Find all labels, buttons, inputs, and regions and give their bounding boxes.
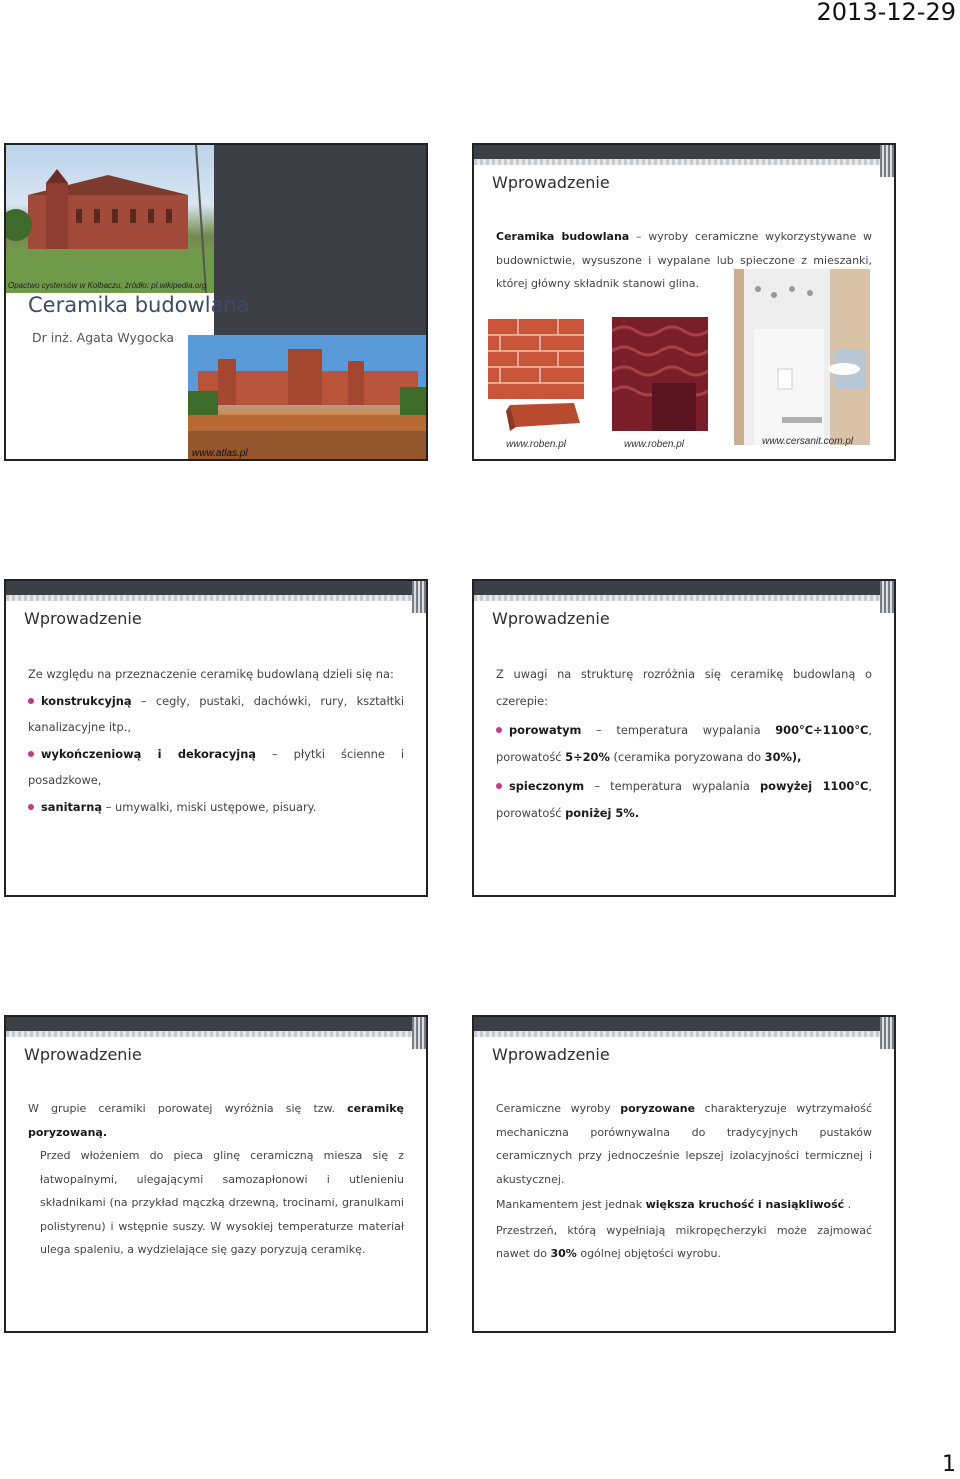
photo2-caption: www.atlas.pl (192, 448, 248, 459)
slide-by-purpose (4, 579, 428, 897)
brick-image (488, 319, 584, 433)
bathroom-image (734, 269, 870, 445)
list-item: wykończeniową i dekoracyjną – płytki ścienne i posadzkowe, (28, 746, 404, 787)
bullet-icon (28, 751, 34, 757)
slide-title: Wprowadzenie (492, 609, 610, 628)
slide-introduction-definition (472, 143, 896, 461)
author: Dr inż. Agata Wygocka (32, 330, 174, 345)
list-item: konstrukcyjną – cegły, pustaki, dachówki, rury, kształtki kanalizacyjne itp., (28, 693, 404, 734)
paragraph: Ceramiczne wyroby poryzowane charakteryzuje wytrzymałość mechaniczna porównywalna do tradycyjnych pustaków ceramicznych przy jednocześnie lepszej izolacyjności termicznej i akustycznej. (496, 1102, 873, 1186)
paragraph: W grupie ceramiki porowatej wyróżnia się tzw. ceramikę poryzowaną. (28, 1102, 404, 1139)
paragraph: Przestrzeń, którą wypełniają mikropęcherzyki może zajmować nawet do 30% ogólnej objętości wyrobu. (496, 1223, 872, 1260)
photo1-caption: Opactwo cystersów w Kolbaczu, źródło: pl.wikipedia.org (8, 281, 207, 290)
bullet-icon (496, 727, 502, 733)
paragraph: Mankamentem jest jednak większa kruchość i nasiąkliwość . (496, 1198, 852, 1211)
bullet-icon (28, 804, 34, 810)
presentation-title: Ceramika budowlana (28, 293, 250, 317)
bullet-icon (496, 783, 502, 789)
bullet-icon (28, 698, 34, 704)
intro-text: Ze względu na przeznaczenie ceramikę budowlaną dzieli się na: (28, 667, 394, 681)
intro-text: Z uwagi na strukturę rozróżnia się ceramikę budowlaną o czerepie: (496, 667, 872, 708)
slide-title: Wprowadzenie (492, 1045, 610, 1064)
caption-brick: www.roben.pl (506, 439, 567, 450)
definition: Ceramika budowlana – wyroby ceramiczne wykorzystywane w budownictwie, wysuszone i wypalane lub spieczone z mieszanki, której główny składnik stanowi glina. (496, 230, 872, 290)
paragraph: Przed włożeniem do pieca glinę ceramiczną miesza się z łatwopalnymi, ulegającymi samozapłonowi i utlenieniu składnikami (na przykład mączką drzewną, trocinami, granulkami polistyrenu) i wstępnie suszy. W wysokiej temperaturze materiał ulega spaleniu, a wydzielające się gazy poryzują ceramikę. (40, 1149, 404, 1256)
slide-porous-ceramics (4, 1015, 428, 1333)
list-item: spieczonym – temperatura wypalania powyżej 1100°C, porowatość poniżej 5%. (496, 779, 872, 820)
list-item: sanitarną – umywalki, miski ustępowe, pisuary. (28, 794, 404, 821)
caption-tile: www.roben.pl (624, 439, 685, 450)
abbey-photo (6, 145, 214, 293)
castle-photo (188, 335, 428, 461)
slide-by-structure (472, 579, 896, 897)
slide-title: Wprowadzenie (24, 1045, 142, 1064)
slide-porous-properties (472, 1015, 896, 1333)
slide-title-page (4, 143, 428, 461)
list-item: porowatym – temperatura wypalania 900°C÷1100°C, porowatość 5÷20% (ceramika poryzowana do 30%), (496, 723, 872, 764)
page-date: 2013-12-29 (816, 0, 956, 26)
page-number: 1 (942, 1452, 956, 1477)
slide-title: Wprowadzenie (492, 173, 610, 192)
slide-title: Wprowadzenie (24, 609, 142, 628)
roof-tile-image (612, 317, 708, 431)
caption-bathroom: www.cersanit.com.pl (762, 436, 854, 447)
